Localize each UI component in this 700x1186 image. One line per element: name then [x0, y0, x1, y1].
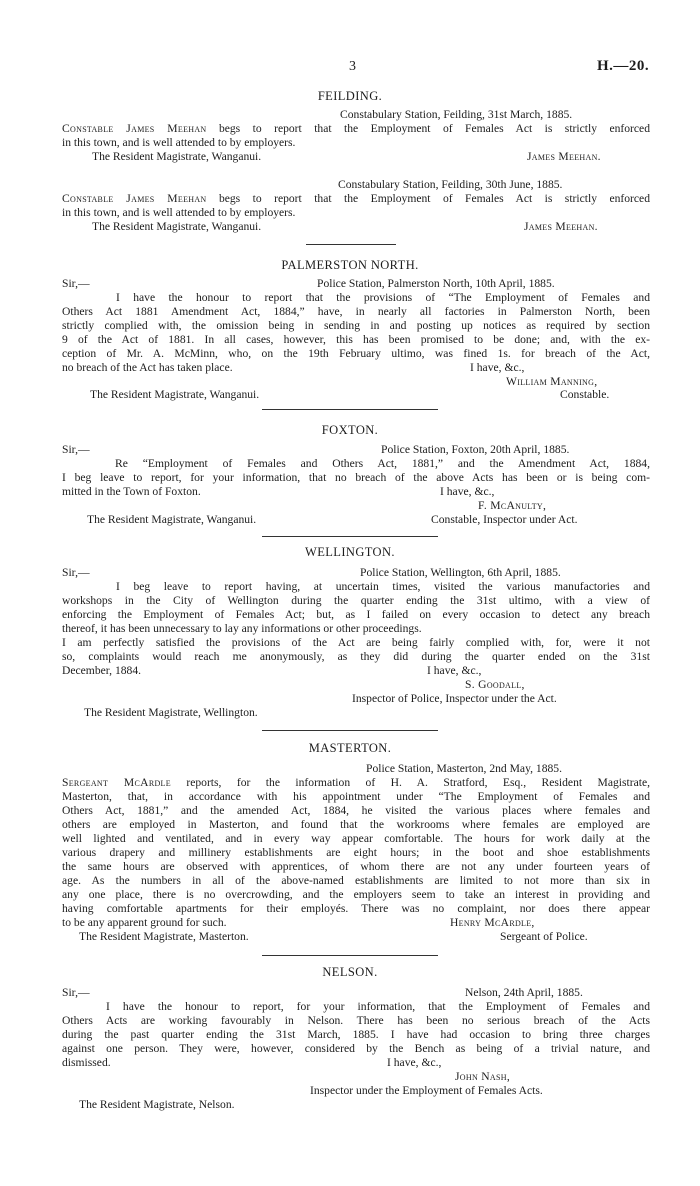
salutation: Sir,— [62, 566, 90, 579]
officer-name: Constable James Meehan [62, 192, 207, 205]
body-line: any one place, there is no overcrowding, and the employers seem to take an interest in providing and [62, 888, 650, 901]
section-title: NELSON. [322, 965, 378, 979]
rank: Inspector under the Employment of Females Acts. [310, 1084, 543, 1097]
dateline: Constabulary Station, Feilding, 30th June, 1885. [338, 178, 563, 191]
body-line: no breach of the Act has taken place. [62, 361, 233, 374]
section-title: FEILDING. [317, 89, 383, 103]
body-line: Others Act, 1881,” and the amended Act, 1884, he visited the various places where females and [62, 804, 650, 817]
body-line: strictly complied with, the omission being in sending in and posting up notices as required by section [62, 319, 650, 332]
body-line: so, complaints would reach me anonymously, as they did during the quarter ended on the 31st [62, 650, 650, 663]
section-title: PALMERSTON NORTH. [281, 258, 419, 272]
body-line: Others Act 1881 Amendment Act, 1884,” have, in nearly all factories in Palmerston North, been [62, 305, 650, 318]
report-text: reports, for the information of H. A. Stratford, Esq., Resident Magistrate, [186, 776, 650, 789]
section-divider [262, 409, 438, 410]
dateline: Police Station, Foxton, 20th April, 1885. [381, 443, 570, 456]
signature: Henry McArdle, [450, 916, 535, 929]
section-divider [262, 730, 438, 731]
officer-name: Constable James Meehan [62, 122, 207, 135]
dateline: Nelson, 24th April, 1885. [465, 986, 583, 999]
dateline: Constabulary Station, Feilding, 31st March, 1885. [340, 108, 573, 121]
closing: I have, &c., [470, 361, 525, 374]
body-line: dismissed. [62, 1056, 111, 1069]
section-divider [306, 244, 396, 245]
body-line: I have the honour to report, for your information, that the Employment of Females and [106, 1000, 650, 1013]
rank: Constable. [560, 388, 610, 401]
addressee: The Resident Magistrate, Wanganui. [92, 150, 262, 163]
body-line: I beg leave to report, for your information, that no breach of the above Acts has been or is being com- [62, 471, 650, 484]
dateline: Police Station, Palmerston North, 10th April, 1885. [317, 277, 555, 290]
report-line [62, 122, 650, 135]
addressee: The Resident Magistrate, Masterton. [79, 930, 249, 943]
addressee: The Resident Magistrate, Wanganui. [87, 513, 257, 526]
officer-name: Sergeant McArdle [62, 776, 171, 789]
body-line: the same hours are observed with apprentices, of whom there are not any under fourteen years of [62, 860, 650, 873]
closing: I have, &c., [427, 664, 482, 677]
closing: I have, &c., [387, 1056, 442, 1069]
report-text: begs to report that the Employment of Females Act is strictly enforced [218, 122, 650, 135]
rank: Sergeant of Police. [500, 930, 588, 943]
body-line: against one person. They were, however, considered by the Bench as being of a trivial nature, and [62, 1042, 650, 1055]
body-line: Re “Employment of Females and Others Act, 1881,” and the Amendment Act, 1884, [115, 457, 650, 470]
section-divider [262, 955, 438, 956]
section-title: WELLINGTON. [305, 545, 395, 559]
signature: James Meehan. [524, 220, 598, 233]
body-line: age. As the numbers in all of the above-named establishments are limited to not more than six in [62, 874, 650, 887]
section-title: FOXTON. [321, 423, 379, 437]
section-divider [262, 536, 438, 537]
body-line: various drapery and millinery establishments are eight hours; in the boot and shoe establishments [62, 846, 650, 859]
addressee: The Resident Magistrate, Wanganui. [90, 388, 260, 401]
body-line: during the past quarter ending the 31st March, 1885. I have had occasion to bring three charges [62, 1028, 650, 1041]
body-line: mitted in the Town of Foxton. [62, 485, 201, 498]
body-line: to be any apparent ground for such. [62, 916, 227, 929]
signature: F. McAnulty, [478, 499, 547, 512]
body-line: Others Acts are working favourably in Nelson. There has been no serious breach of the Acts [62, 1014, 650, 1027]
signature: James Meehan. [527, 150, 601, 163]
body-line: I have the honour to report that the provisions of “The Employment of Females and [116, 291, 650, 304]
report-line: in this town, and is well attended to by employers. [62, 136, 296, 149]
dateline: Police Station, Wellington, 6th April, 1885. [360, 566, 561, 579]
body-line: 9 of the Act of 1881. In all cases, however, this has been promised to be done; and, with the ex- [62, 333, 650, 346]
salutation: Sir,— [62, 443, 90, 456]
signature: William Manning, [506, 375, 598, 388]
addressee: The Resident Magistrate, Wellington. [84, 706, 258, 719]
body-line: enforcing the Employment of Females Act; but, as I failed on every occasion to detect any breach [62, 608, 650, 621]
body-line [62, 776, 650, 789]
addressee: The Resident Magistrate, Nelson. [79, 1098, 235, 1111]
report-line: in this town, and is well attended to by employers. [62, 206, 296, 219]
body-line: well lighted and ventilated, and in every way appear comfortable. The hours for work daily at the [62, 832, 650, 845]
report-text: begs to report that the Employment of Females Act is strictly enforced [218, 192, 650, 205]
body-line: Masterton, that, in accordance with his appointment under “The Employment of Females and [62, 790, 650, 803]
signature: S. Goodall, [465, 678, 525, 691]
page-number: 3 [349, 59, 356, 74]
body-line: I beg leave to report having, at uncertain times, visited the various manufactories and [116, 580, 650, 593]
signature: John Nash, [455, 1070, 511, 1083]
salutation: Sir,— [62, 277, 90, 290]
section-title: MASTERTON. [308, 741, 392, 755]
rank: Inspector of Police, Inspector under the Act. [352, 692, 557, 705]
report-line [62, 192, 650, 205]
salutation: Sir,— [62, 986, 90, 999]
body-line: having comfortable apartments for their employés. There was no complaint, nor does there appear [62, 902, 650, 915]
report-code: H.—20. [597, 58, 650, 74]
closing: I have, &c., [440, 485, 495, 498]
body-line: December, 1884. [62, 664, 142, 677]
body-line: thereof, it has been unnecessary to lay any informations or other proceedings. [62, 622, 422, 635]
rank: Constable, Inspector under Act. [431, 513, 578, 526]
body-line: workshops in the City of Wellington during the quarter ending the 31st ultimo, with a view of [62, 594, 650, 607]
body-line: I am perfectly satisfied the provisions of the Act are being fairly complied with, for, were it not [62, 636, 650, 649]
body-line: ception of Mr. A. McMinn, who, on the 19th February ultimo, was fined 1s. for breach of the Act, [62, 347, 650, 360]
dateline: Police Station, Masterton, 2nd May, 1885. [366, 762, 563, 775]
body-line: others are employed in Masterton, and found that the workrooms where females are employed are [62, 818, 650, 831]
addressee: The Resident Magistrate, Wanganui. [92, 220, 262, 233]
